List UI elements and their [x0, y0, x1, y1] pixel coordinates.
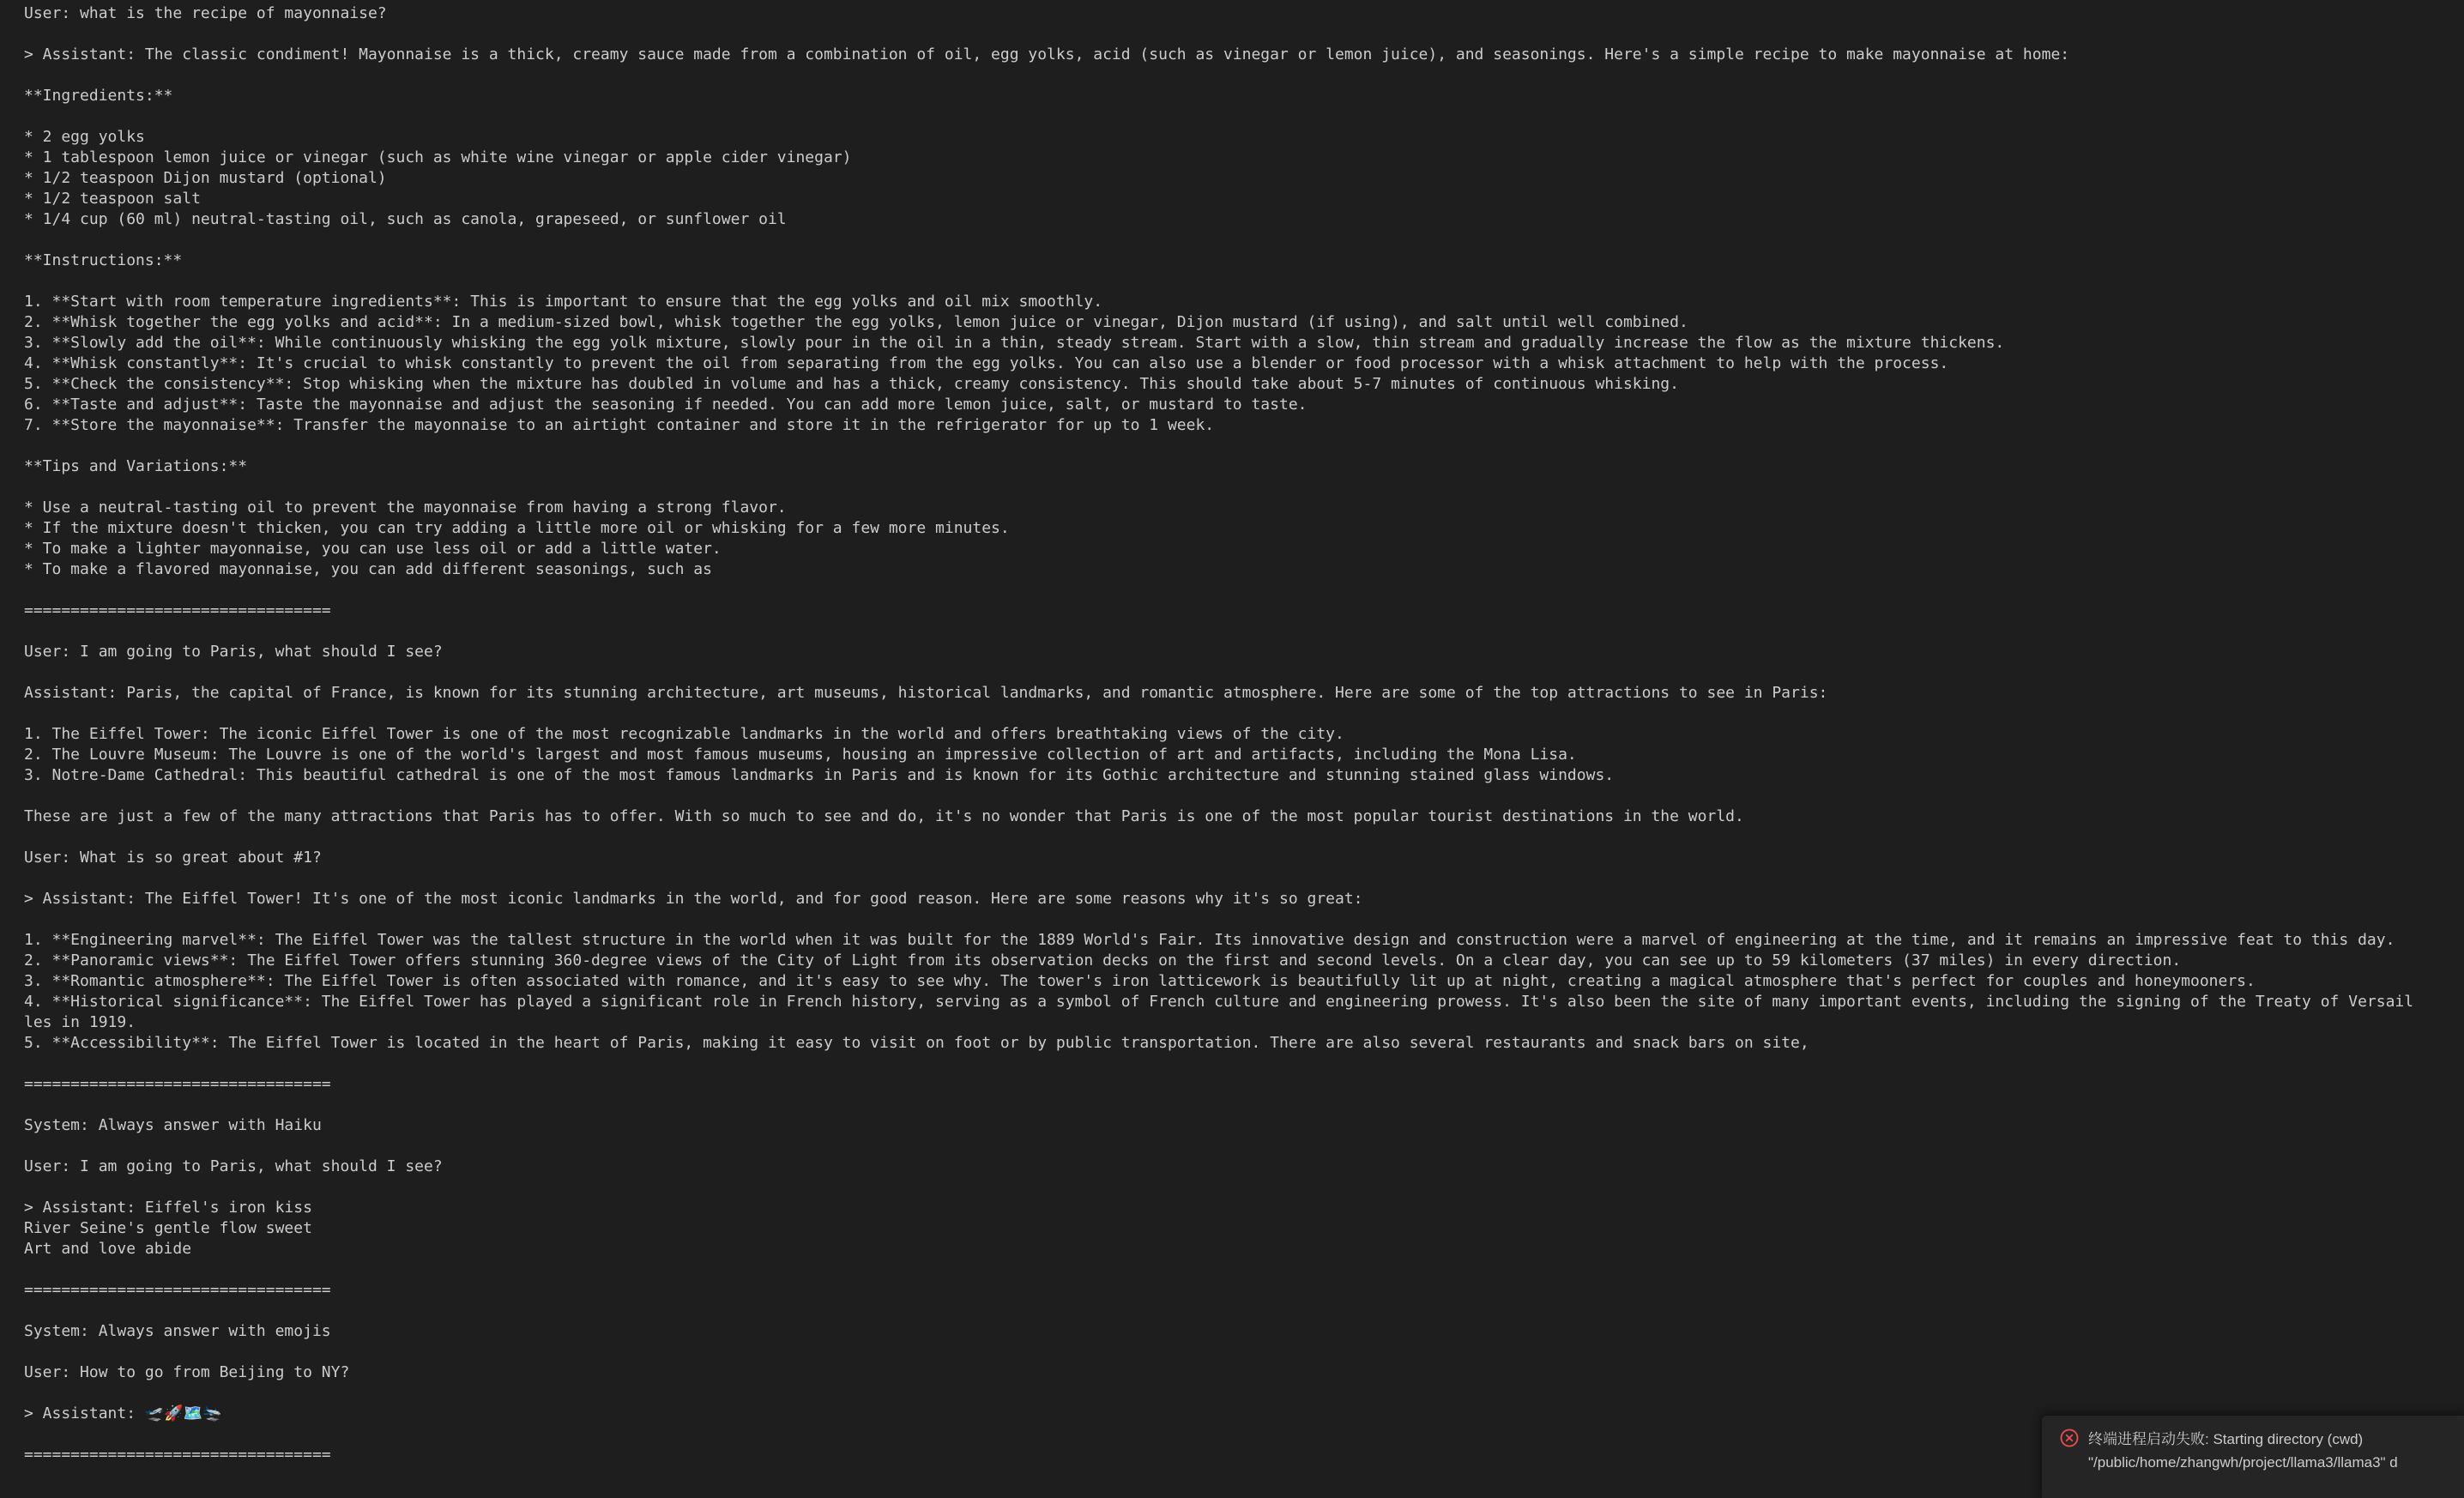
- error-icon: [2059, 1428, 2080, 1448]
- terminal-line: > Assistant: Eiffel's iron kiss: [24, 1199, 312, 1217]
- terminal-line: [24, 65, 2464, 86]
- terminal-line: * To make a lighter mayonnaise, you can use less oil or add a little water.: [24, 540, 722, 558]
- terminal-line: 3. Notre-Dame Cathedral: This beautiful cathedral is one of the most famous landmarks in Paris and is known for its Gothic architecture and stunning stained glass windows.: [24, 766, 1615, 784]
- terminal-line: **Ingredients:**: [24, 87, 173, 105]
- terminal-line: [24, 1177, 2464, 1198]
- terminal-line: [24, 580, 2464, 601]
- notification-toast[interactable]: [2042, 1416, 2464, 1498]
- terminal-line: [24, 1342, 2464, 1362]
- terminal-line: * 1/4 cup (60 ml) neutral-tasting oil, such as canola, grapeseed, or sunflower oil: [24, 210, 787, 228]
- terminal-line: User: I am going to Paris, what should I see?: [24, 643, 443, 661]
- terminal-line: * 1/2 teaspoon Dijon mustard (optional): [24, 169, 387, 187]
- terminal-line: [24, 24, 2464, 45]
- terminal-line: * Use a neutral-tasting oil to prevent the mayonnaise from having a strong flavor.: [24, 498, 787, 516]
- terminal-line: > Assistant: 🛫🚀🗺️🛬: [24, 1404, 222, 1422]
- terminal-line: These are just a few of the many attractions that Paris has to offer. With so much to see and do, it's no wonder that Paris is one of the most popular tourist destinations in the world.: [24, 807, 1744, 825]
- terminal-line: [24, 1095, 2464, 1115]
- terminal-line: User: what is the recipe of mayonnaise?: [24, 4, 387, 22]
- terminal-line: [24, 1136, 2464, 1157]
- terminal-line: =================================: [24, 1281, 331, 1299]
- terminal-line: User: What is so great about #1?: [24, 849, 322, 867]
- terminal-line: 7. **Store the mayonnaise**: Transfer the mayonnaise to an airtight container and store it in the refrigerator for up to 1 week.: [24, 416, 1215, 434]
- terminal-line: * 1 tablespoon lemon juice or vinegar (such as white wine vinegar or apple cider vinegar): [24, 148, 852, 166]
- terminal-line: User: I am going to Paris, what should I see?: [24, 1157, 443, 1175]
- terminal-line: [24, 662, 2464, 683]
- terminal-line: [24, 621, 2464, 642]
- terminal-line: [24, 477, 2464, 498]
- terminal-line: 4. **Whisk constantly**: It's crucial to whisk constantly to prevent the oil from separating from the egg yolks. You can also use a blender or food processor with a whisk attachment to help with the process.: [24, 354, 1949, 372]
- terminal-line: [24, 786, 2464, 806]
- terminal-line: 2. **Panoramic views**: The Eiffel Tower offers stunning 360-degree views of the City of Light from its observation decks on the first and second levels. On a clear day, you can see up to 59 kilometers (37 miles) in every direction.: [24, 951, 2182, 969]
- terminal-line: 2. **Whisk together the egg yolks and acid**: In a medium-sized bowl, whisk together the egg yolks, lemon juice or vinegar, Dijon mustard (if using), and salt until well combined.: [24, 313, 1688, 331]
- terminal-line: * 2 egg yolks: [24, 128, 145, 146]
- notification-header: [2059, 1427, 2449, 1448]
- terminal-line: * To make a flavored mayonnaise, you can add different seasonings, such as: [24, 560, 712, 578]
- terminal-line: [24, 827, 2464, 848]
- terminal-line: [24, 106, 2464, 127]
- terminal-line: [24, 1054, 2464, 1074]
- notification-message: 终端进程启动失败: Starting directory (cwd): [2088, 1431, 2364, 1447]
- notification-detail: "/public/home/zhangwh/project/llama3/llama3" d: [2088, 1454, 2398, 1471]
- terminal-line: [24, 1301, 2464, 1321]
- terminal-line: River Seine's gentle flow sweet: [24, 1219, 312, 1237]
- terminal-line: 1. The Eiffel Tower: The iconic Eiffel Tower is one of the most recognizable landmarks in the world and offers breathtaking views of the city.: [24, 725, 1344, 743]
- terminal-line: [24, 1383, 2464, 1404]
- terminal-line: 2. The Louvre Museum: The Louvre is one of the world's largest and most famous museums, housing an impressive collection of art and artifacts, including the Mona Lisa.: [24, 746, 1577, 764]
- terminal-line: [24, 436, 2464, 456]
- terminal-line: System: Always answer with emojis: [24, 1322, 331, 1340]
- terminal-line: 1. **Engineering marvel**: The Eiffel Tower was the tallest structure in the world when it was built for the 1889 World's Fair. Its innovative design and construction were a marvel of engineering at the time, and it remains an impressive feat to this day.: [24, 931, 2395, 949]
- terminal-line: * If the mixture doesn't thicken, you can try adding a little more oil or whisking for a few more minutes.: [24, 519, 1010, 537]
- terminal-line: [24, 704, 2464, 724]
- terminal-line: [24, 230, 2464, 251]
- terminal-line: Art and love abide: [24, 1240, 192, 1258]
- terminal-line: > Assistant: The classic condiment! Mayonnaise is a thick, creamy sauce made from a combination of oil, egg yolks, acid (such as vinegar or lemon juice), and seasonings. Here's a simple recipe to make mayonnaise at home:: [24, 45, 2070, 63]
- terminal-line: [24, 271, 2464, 292]
- terminal-line: 5. **Check the consistency**: Stop whisking when the mixture has doubled in volume and has a thick, creamy consistency. This should take about 5-7 minutes of continuous whisking.: [24, 375, 1679, 393]
- terminal-line: [24, 1259, 2464, 1280]
- terminal-line: User: How to go from Beijing to NY?: [24, 1363, 350, 1381]
- terminal-line: =================================: [24, 601, 331, 619]
- terminal-line: [24, 909, 2464, 930]
- terminal-line: [24, 868, 2464, 889]
- terminal-line: =================================: [24, 1446, 331, 1464]
- terminal-line: **Instructions:**: [24, 251, 183, 269]
- terminal-line: 1. **Start with room temperature ingredients**: This is important to ensure that the egg yolks and oil mix smoothly.: [24, 293, 1103, 311]
- terminal-line: =================================: [24, 1075, 331, 1093]
- terminal-line: 5. **Accessibility**: The Eiffel Tower is located in the heart of Paris, making it easy to visit on foot or by public transportation. There are also several restaurants and snack bars on site,: [24, 1034, 1809, 1052]
- terminal-line: **Tips and Variations:**: [24, 457, 248, 475]
- terminal-line: 4. **Historical significance**: The Eiffel Tower has played a significant role in French history, serving as a symbol of French culture and engineering prowess. It's also been the site of many important events, including the signing of the Treaty of Versail: [24, 993, 2414, 1011]
- terminal-line: 6. **Taste and adjust**: Taste the mayonnaise and adjust the seasoning if needed. You can add more lemon juice, salt, or mustard to taste.: [24, 396, 1307, 414]
- terminal-line: 3. **Romantic atmosphere**: The Eiffel Tower is often associated with romance, and it's easy to see why. The tower's iron latticework is beautifully lit up at night, creating a magical atmosphere that's perfect for couples and honeymooners.: [24, 972, 2256, 990]
- terminal-line: les in 1919.: [24, 1013, 136, 1031]
- terminal-line: 3. **Slowly add the oil**: While continuously whisking the egg yolk mixture, slowly pour in the oil in a thin, steady stream. Start with a slow, thin stream and gradually increase the flow as the mixture thickens.: [24, 334, 2005, 352]
- terminal-line: Assistant: Paris, the capital of France, is known for its stunning architecture, art museums, historical landmarks, and romantic atmosphere. Here are some of the top attractions to see in Paris:: [24, 684, 1828, 702]
- terminal-output[interactable]: [24, 3, 2464, 1465]
- terminal-line: * 1/2 teaspoon salt: [24, 190, 201, 208]
- terminal-line: > Assistant: The Eiffel Tower! It's one of the most iconic landmarks in the world, and for good reason. Here are some reasons why it's so great:: [24, 890, 1363, 908]
- terminal-line: System: Always answer with Haiku: [24, 1116, 322, 1134]
